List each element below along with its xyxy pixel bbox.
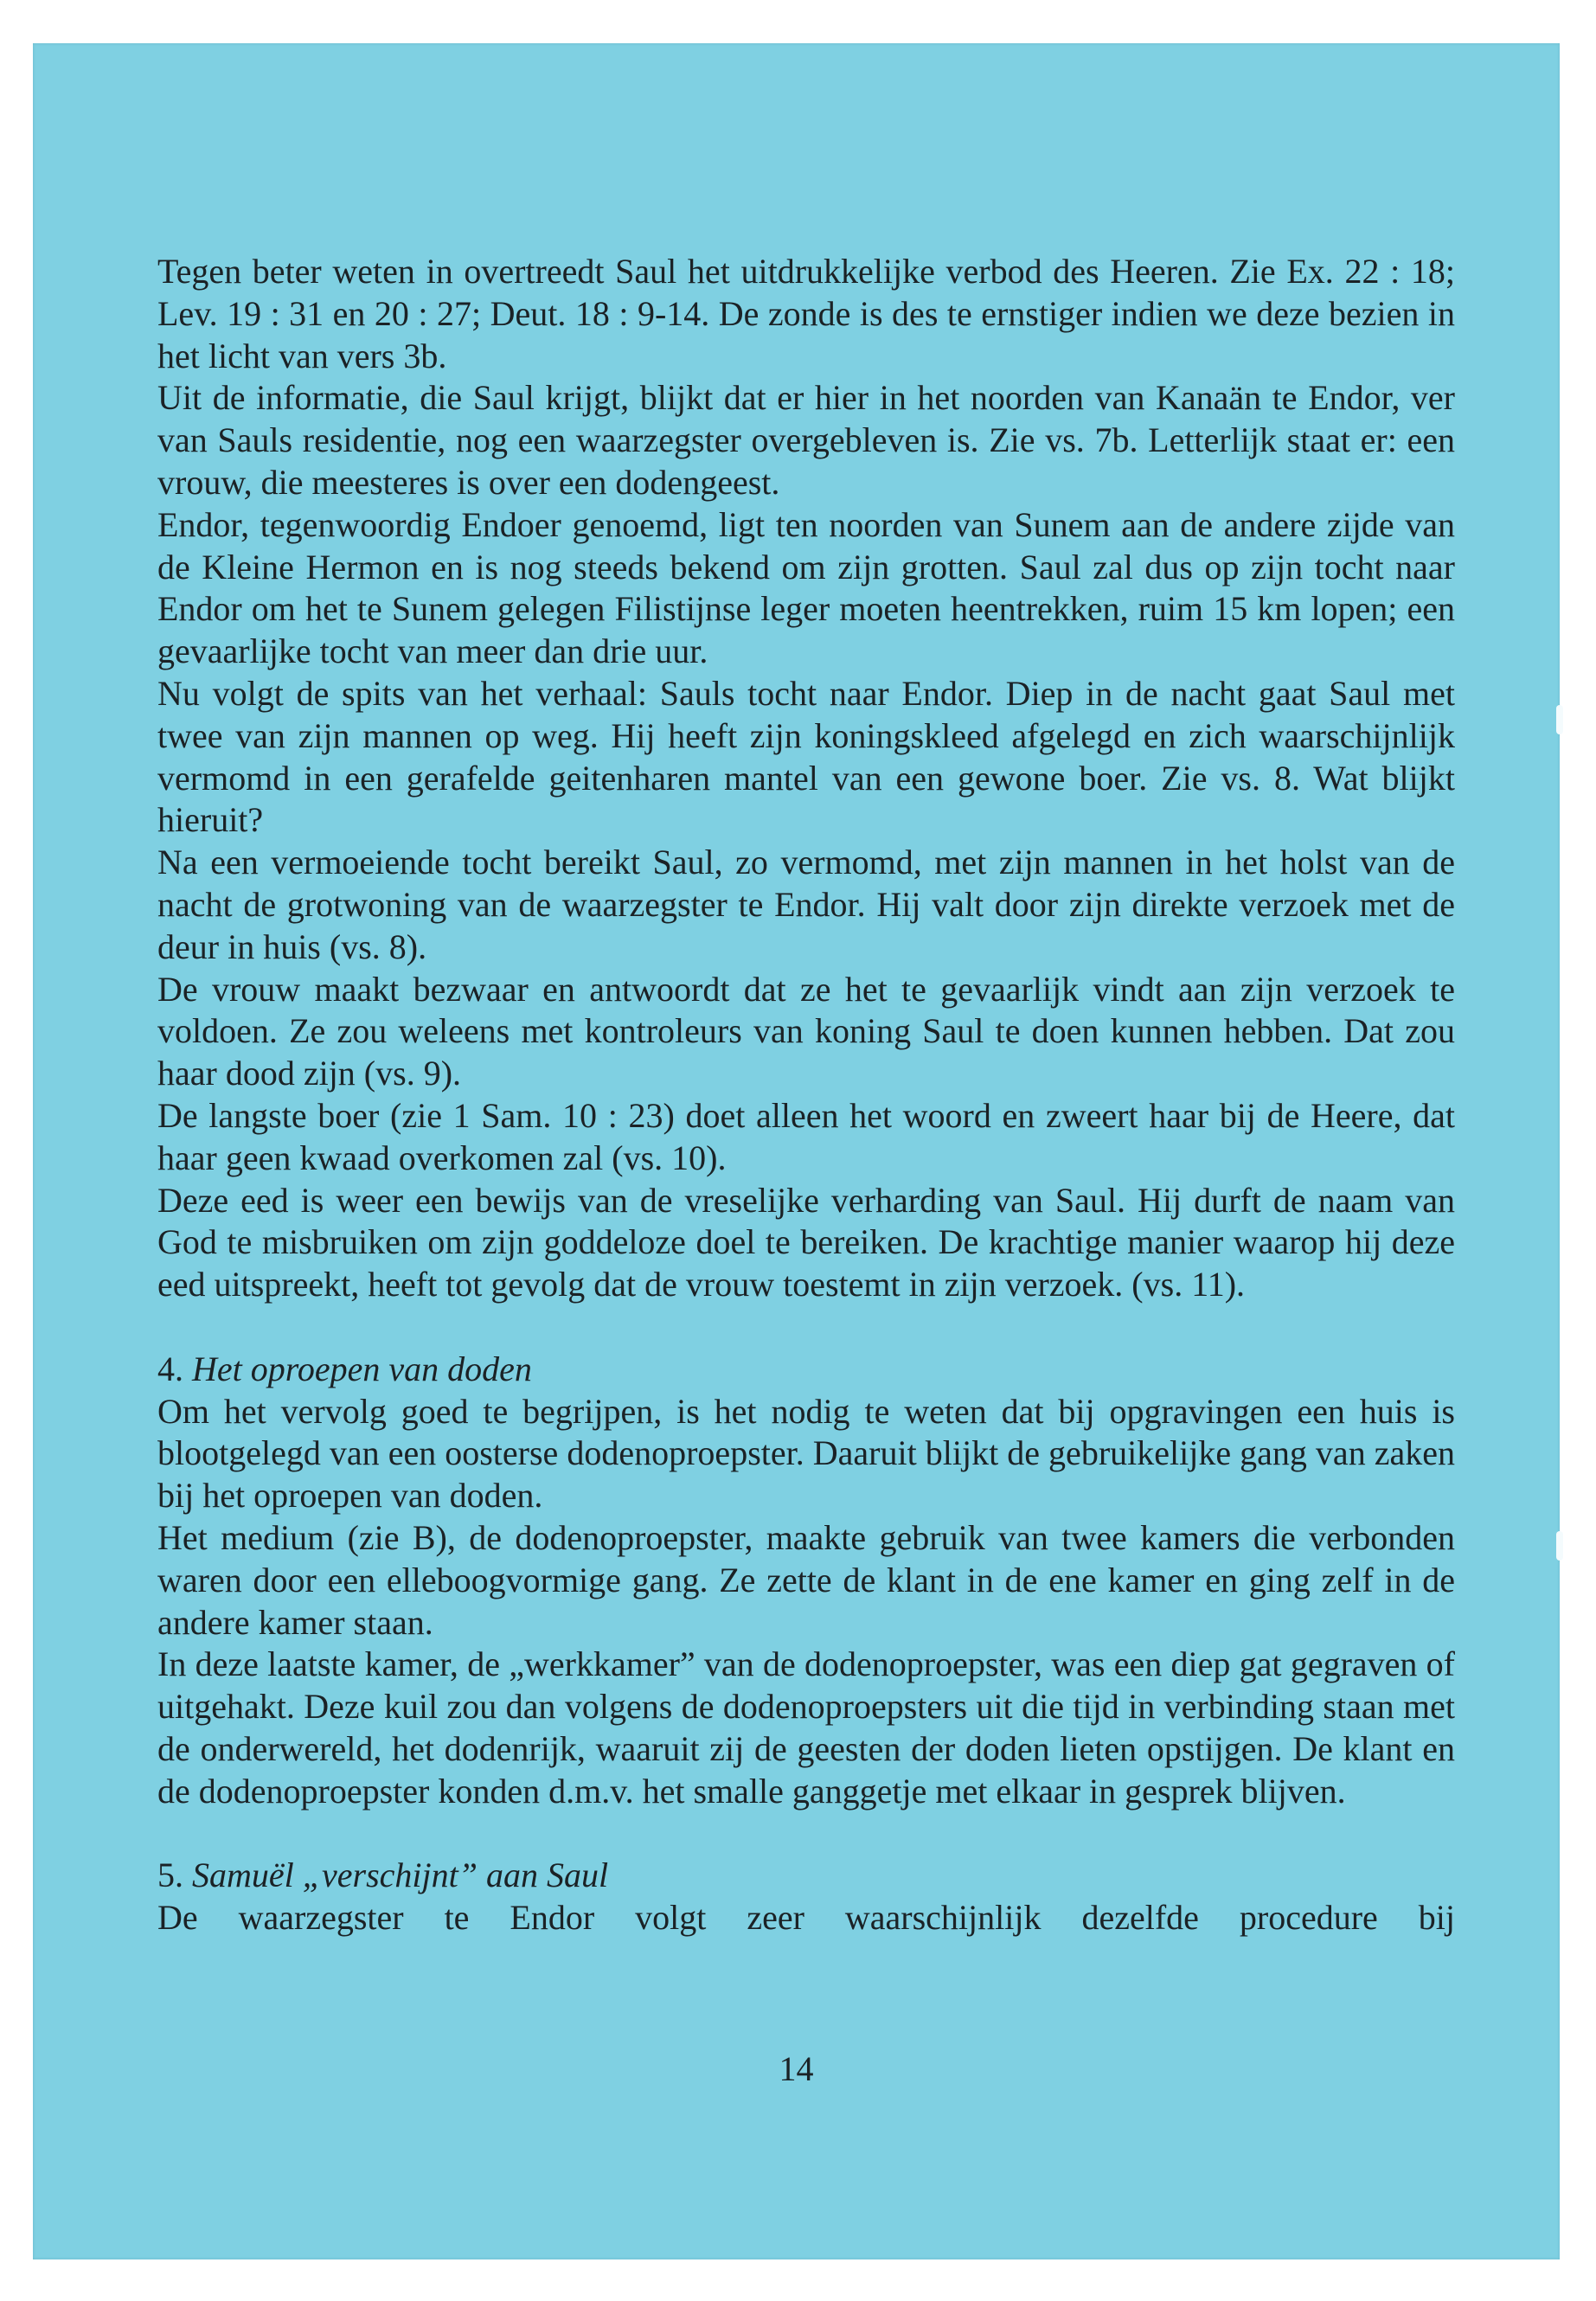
book-page bbox=[33, 43, 1560, 2259]
page-edge-mark bbox=[1556, 705, 1563, 734]
paragraph: Deze eed is weer een bewijs van de vreselijke verharding van Saul. Hij durft de naam van God te misbruiken om zijn goddeloze doel te bereiken. De krachtige manier waarop hij deze eed uitspreekt, heeft tot gevolg dat de vrouw toestemt in zijn verzoek. (vs. 11). bbox=[157, 1180, 1455, 1304]
page-number: 14 bbox=[779, 2049, 814, 2088]
paragraph: De waarzegster te Endor volgt zeer waarschijnlijk dezelfde procedure bij bbox=[157, 1898, 1455, 1938]
body-text bbox=[157, 251, 1455, 1939]
paragraph: Na een vermoeiende tocht bereikt Saul, zo vermomd, met zijn mannen in het holst van de nacht de grotwoning van de waarzegster te Endor. Hij valt door zijn direkte verzoek met de deur in huis (vs. 8). bbox=[157, 843, 1455, 966]
page-edge-mark bbox=[1556, 1531, 1563, 1561]
paragraph: Tegen beter weten in overtreedt Saul het uitdrukkelijke verbod des Heeren. Zie Ex. 22 : 18; Lev. 19 : 31 en 20 : 27; Deut. 18 : 9-14. De zonde is des te ernstiger indien we deze bezien in het licht van vers 3b. bbox=[157, 252, 1455, 375]
paragraph: Nu volgt de spits van het verhaal: Sauls tocht naar Endor. Diep in de nacht gaat Saul met twee van zijn mannen op weg. Hij heeft zijn koningskleed afgelegd en zich waarschijnlijk vermomd in een gerafelde geitenharen mantel van een gewone boer. Zie vs. 8. Wat blijkt hieruit? bbox=[157, 673, 1455, 840]
paragraph: Uit de informatie, die Saul krijgt, blijkt dat er hier in het noorden van Kanaän te Endor, ver van Sauls residentie, nog een waarzegster overgebleven is. Zie vs. 7b. Letterlijk staat er: een vrouw, die meesteres is over een dodengeest. bbox=[157, 378, 1455, 502]
section-spacer bbox=[157, 1812, 1455, 1855]
section-spacer bbox=[157, 1306, 1455, 1349]
section-title: Samuël „verschijnt” aan Saul bbox=[192, 1856, 609, 1895]
paragraph: Endor, tegenwoordig Endoer genoemd, ligt ten noorden van Sunem aan de andere zijde van de Kleine Hermon en is nog steeds bekend om zijn grotten. Saul zal dus op zijn tocht naar Endor om het te Sunem gelegen Filistijnse leger moeten heentrekken, ruim 15 km lopen; een gevaarlijke tocht van meer dan drie uur. bbox=[157, 504, 1455, 671]
section-heading bbox=[157, 1349, 1455, 1391]
paragraph: De langste boer (zie 1 Sam. 10 : 23) doet alleen het woord en zweert haar bij de Heere, dat haar geen kwaad overkomen zal (vs. 10). bbox=[157, 1095, 1455, 1177]
section-title: Het oproepen van doden bbox=[192, 1349, 532, 1388]
section-number: 4. bbox=[157, 1349, 183, 1388]
section-number: 5. bbox=[157, 1856, 183, 1895]
paragraph: In deze laatste kamer, de „werkkamer” van de dodenoproepster, was een diep gat gegraven of uitgehakt. Deze kuil zou dan volgens de dodenoproepsters uit die tijd in verbinding staan met de onderwereld, het dodenrijk, waaruit zij de geesten der doden lieten opstijgen. De klant en de dodenoproepster konden d.m.v. het smalle ganggetje met elkaar in gesprek blijven. bbox=[157, 1644, 1455, 1811]
paragraph: Het medium (zie B), de dodenoproepster, maakte gebruik van twee kamers die verbonden waren door een elleboogvormige gang. Ze zette de klant in de ene kamer en ging zelf in de andere kamer staan. bbox=[157, 1517, 1455, 1642]
paragraph: Om het vervolg goed te begrijpen, is het nodig te weten dat bij opgravingen een huis is blootgelegd van een oosterse dodenoproepster. Daaruit blijkt de gebruikelijke gang van zaken bij het oproepen van doden. bbox=[157, 1391, 1455, 1516]
section-heading bbox=[157, 1855, 1455, 1897]
paragraph: De vrouw maakt bezwaar en antwoordt dat ze het te gevaarlijk vindt aan zijn verzoek te voldoen. Ze zou weleens met kontroleurs van koning Saul te doen kunnen hebben. Dat zou haar dood zijn (vs. 9). bbox=[157, 969, 1455, 1093]
